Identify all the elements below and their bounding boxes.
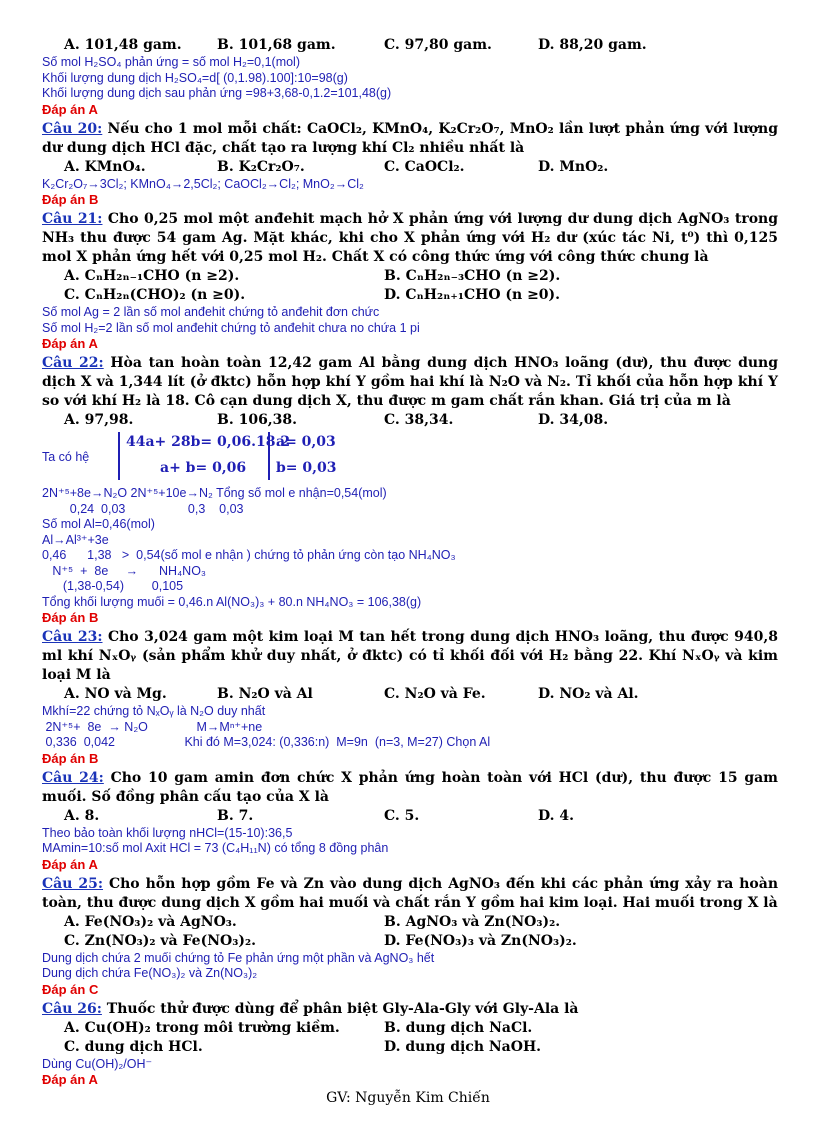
solution-line: Số mol H₂=2 lần số mol anđehit chứng tỏ anđehit chưa no chứa 1 pi (42, 320, 420, 335)
option-c: C. Zn(NO₃)₂ và Fe(NO₃)₂. (64, 932, 256, 949)
option-b: B. AgNO₃ và Zn(NO₃)₂. (384, 913, 561, 930)
solution-line: 0,46 1,38 > 0,54(số mol e nhận ) chứng tỏ phản ứng còn tạo NH₄NO₃ (42, 548, 456, 562)
option-a: A. 97,98. (64, 412, 134, 428)
option-a: A. NO và Mg. (64, 686, 167, 702)
system-prefix: Ta có hệ (42, 450, 90, 464)
option-d: D. dung dịch NaOH. (384, 1038, 542, 1055)
solution-line: Số mol Ag = 2 lần số mol anđehit chứng tỏ anđehit đơn chức (42, 305, 380, 319)
question-label: Câu 23: (42, 629, 103, 645)
equation-system (42, 430, 778, 486)
options-row (42, 932, 778, 951)
solution-line: Dùng Cu(OH)₂/OH⁻ (42, 1056, 153, 1071)
solution-line: 0,336 0,042 Khi đó M=3,024: (0,336:n) M=9n (n=3, M=27) Chọn Al (42, 735, 491, 749)
option-c: C. 97,80 gam. (384, 37, 492, 53)
options-row (42, 1038, 778, 1057)
options-row (42, 1019, 778, 1038)
question-label: Câu 26: (42, 1000, 102, 1017)
answer-label: Đáp án A (42, 336, 98, 351)
question-label: Câu 24: (42, 769, 104, 786)
system-result: b= 0,03 (276, 460, 337, 476)
solution-line: Theo bảo toàn khối lượng nHCl=(15-10):36,5 (42, 825, 293, 840)
solution-line: (1,38-0,54) 0,105 (42, 579, 184, 593)
system-result: a= 0,03 (276, 434, 336, 450)
question-24 (42, 769, 778, 807)
option-b: B. 106,38. (217, 412, 298, 428)
solution-line: Al→Al³⁺+3e (42, 532, 109, 547)
options-row (42, 286, 778, 305)
solution-line: Mkhí=22 chứng tỏ NₓOᵧ là N₂O duy nhất (42, 704, 266, 718)
option-b: B. 7. (217, 807, 254, 824)
brace-icon (118, 432, 120, 480)
page-footer: GV: Nguyễn Kim Chiến (326, 1090, 490, 1106)
brace-icon (268, 432, 270, 480)
option-d: D. NO₂ và Al. (538, 686, 639, 702)
document-page (42, 36, 778, 1088)
option-b: B. N₂O và Al (217, 686, 313, 702)
solution-line: Dung dịch chứa 2 muối chứng tỏ Fe phản ứng một phần và AgNO₃ hết (42, 950, 435, 965)
answer-label: Đáp án C (42, 981, 99, 997)
solution-line: Dung dịch chứa Fe(NO₃)₂ và Zn(NO₃)₂ (42, 966, 258, 980)
system-equation: 44a+ 28b= 0,06.18.2 (126, 434, 291, 450)
question-26 (42, 1000, 778, 1019)
solution-line: Số mol H₂SO₄ phản ứng = số mol H₂=0,1(mol) (42, 55, 301, 69)
question-22 (42, 354, 778, 411)
answer-label: Đáp án A (42, 101, 98, 117)
answer-label: Đáp án A (42, 1072, 98, 1087)
options-row (42, 913, 778, 932)
option-d: D. CₙH₂ₙ₊₁CHO (n ≥0). (384, 287, 561, 303)
question-23 (42, 628, 778, 685)
solution-line: K₂Cr₂O₇→3Cl₂; KMnO₄→2,5Cl₂; CaOCl₂→Cl₂; MnO₂→Cl₂ (42, 176, 364, 191)
solution-line: 0,24 0,03 0,3 0,03 (42, 501, 244, 516)
question-text: Cho 10 gam amin đơn chức X phản ứng hoàn toàn với HCl (dư), thu được 15 gam muối. Số đồng phân cấu tạo của X là (42, 769, 778, 805)
question-text: Nếu cho 1 mol mỗi chất: CaOCl₂, KMnO₄, K₂Cr₂O₇, MnO₂ lần lượt phản ứng với lượng dư dung dịch HCl đặc, chất tạo ra lượng khí Cl₂ nhiều nhất là (42, 120, 779, 156)
option-a: A. Cu(OH)₂ trong môi trường kiềm. (64, 1019, 340, 1036)
solution-line: N⁺⁵ + 8e → NH₄NO₃ (42, 563, 207, 578)
solution-line: MAmin=10:số mol Axit HCl = 73 (C₄H₁₁N) có tổng 8 đồng phân (42, 841, 389, 855)
option-c: C. 5. (384, 807, 420, 824)
options-row (42, 36, 778, 55)
question-text: Cho 0,25 mol một anđehit mạch hở X phản ứng với lượng dư dung dịch AgNO₃ trong NH₃ thu được 54 gam Ag. Mặt khác, khi cho X phản ứng với H₂ dư (xúc tác Ni, t⁰) thì 0,125 mol X phản ứng hết với 0,25 mol H₂. Chất X có công thức ứng với công thức chung là (42, 211, 778, 265)
option-b: B. CₙH₂ₙ₋₃CHO (n ≥2). (384, 268, 561, 284)
options-row (42, 158, 778, 177)
option-c: C. CaOCl₂. (384, 158, 465, 175)
answer-label: Đáp án A (42, 856, 98, 872)
question-21 (42, 210, 778, 267)
solution-line: Tổng khối lượng muối = 0,46.n Al(NO₃)₃ + 80.n NH₄NO₃ = 106,38(g) (42, 594, 422, 609)
question-20 (42, 120, 778, 158)
options-row (42, 685, 778, 704)
question-text: Cho 3,024 gam một kim loại M tan hết trong dung dịch HNO₃ loãng, thu được 940,8 ml khí NₓOᵧ (sản phẩm khử duy nhất, ở đktc) có tỉ khối đối với H₂ bằng 22. Khí NₓOᵧ và kim loại M là (42, 629, 779, 683)
question-label: Câu 22: (42, 355, 104, 371)
question-25 (42, 875, 778, 913)
solution-line: 2N⁺⁵+ 8e → N₂O M→Mⁿ⁺+ne (42, 719, 263, 734)
question-label: Câu 20: (42, 120, 103, 137)
question-text: Hòa tan hoàn toàn 12,42 gam Al bằng dung dịch HNO₃ loãng (dư), thu được dung dịch X và 1,344 lít (ở đktc) hỗn hợp khí Y gồm hai khí là N₂O và N₂. Tỉ khối của hỗn hợp khí Y so với khí H₂ là 18. Cô cạn dung dịch X, thu được m gam chất rắn khan. Giá trị của m là (42, 355, 779, 409)
question-text: Thuốc thử được dùng để phân biệt Gly-Ala-Gly với Gly-Ala là (106, 1000, 579, 1017)
option-a: A. Fe(NO₃)₂ và AgNO₃. (64, 913, 237, 930)
option-d: D. Fe(NO₃)₃ và Zn(NO₃)₂. (384, 932, 577, 949)
question-label: Câu 25: (42, 875, 104, 892)
answer-label: Đáp án B (42, 750, 99, 766)
option-b: B. dung dịch NaCl. (384, 1019, 533, 1036)
option-a: A. 101,48 gam. (64, 37, 182, 53)
solution-line: Số mol Al=0,46(mol) (42, 517, 155, 531)
options-row (42, 807, 778, 826)
option-a: A. CₙH₂ₙ₋₁CHO (n ≥2). (64, 268, 240, 284)
option-a: A. KMnO₄. (64, 158, 146, 175)
answer-label: Đáp án B (42, 610, 99, 625)
option-b: B. 101,68 gam. (217, 37, 336, 53)
options-row (42, 411, 778, 430)
system-equation: a+ b= 0,06 (160, 460, 247, 476)
option-d: D. MnO₂. (538, 158, 609, 175)
solution-line: Khối lượng dung dịch H₂SO₄=d[ (0,1.98).100]:10=98(g) (42, 70, 348, 85)
question-label: Câu 21: (42, 211, 103, 227)
option-d: D. 88,20 gam. (538, 37, 647, 53)
option-d: D. 4. (538, 807, 575, 824)
option-a: A. 8. (64, 807, 100, 824)
question-text: Cho hỗn hợp gồm Fe và Zn vào dung dịch AgNO₃ đến khi các phản ứng xảy ra hoàn toàn, thu được dung dịch X gồm hai muối và chất rắn Y gồm hai kim loại. Hai muối trong X là (42, 875, 778, 911)
option-d: D. 34,08. (538, 412, 609, 428)
option-c: C. CₙH₂ₙ(CHO)₂ (n ≥0). (64, 287, 246, 303)
options-row (42, 267, 778, 286)
option-c: C. N₂O và Fe. (384, 686, 486, 702)
option-b: B. K₂Cr₂O₇. (217, 158, 305, 175)
solution-line: Khối lượng dung dịch sau phản ứng =98+3,68-0,1.2=101,48(g) (42, 86, 392, 100)
answer-label: Đáp án B (42, 192, 99, 207)
option-c: C. dung dịch HCl. (64, 1038, 203, 1055)
solution-line: 2N⁺⁵+8e→N₂O 2N⁺⁵+10e→N₂ Tổng số mol e nhận=0,54(mol) (42, 486, 387, 500)
option-c: C. 38,34. (384, 412, 454, 428)
